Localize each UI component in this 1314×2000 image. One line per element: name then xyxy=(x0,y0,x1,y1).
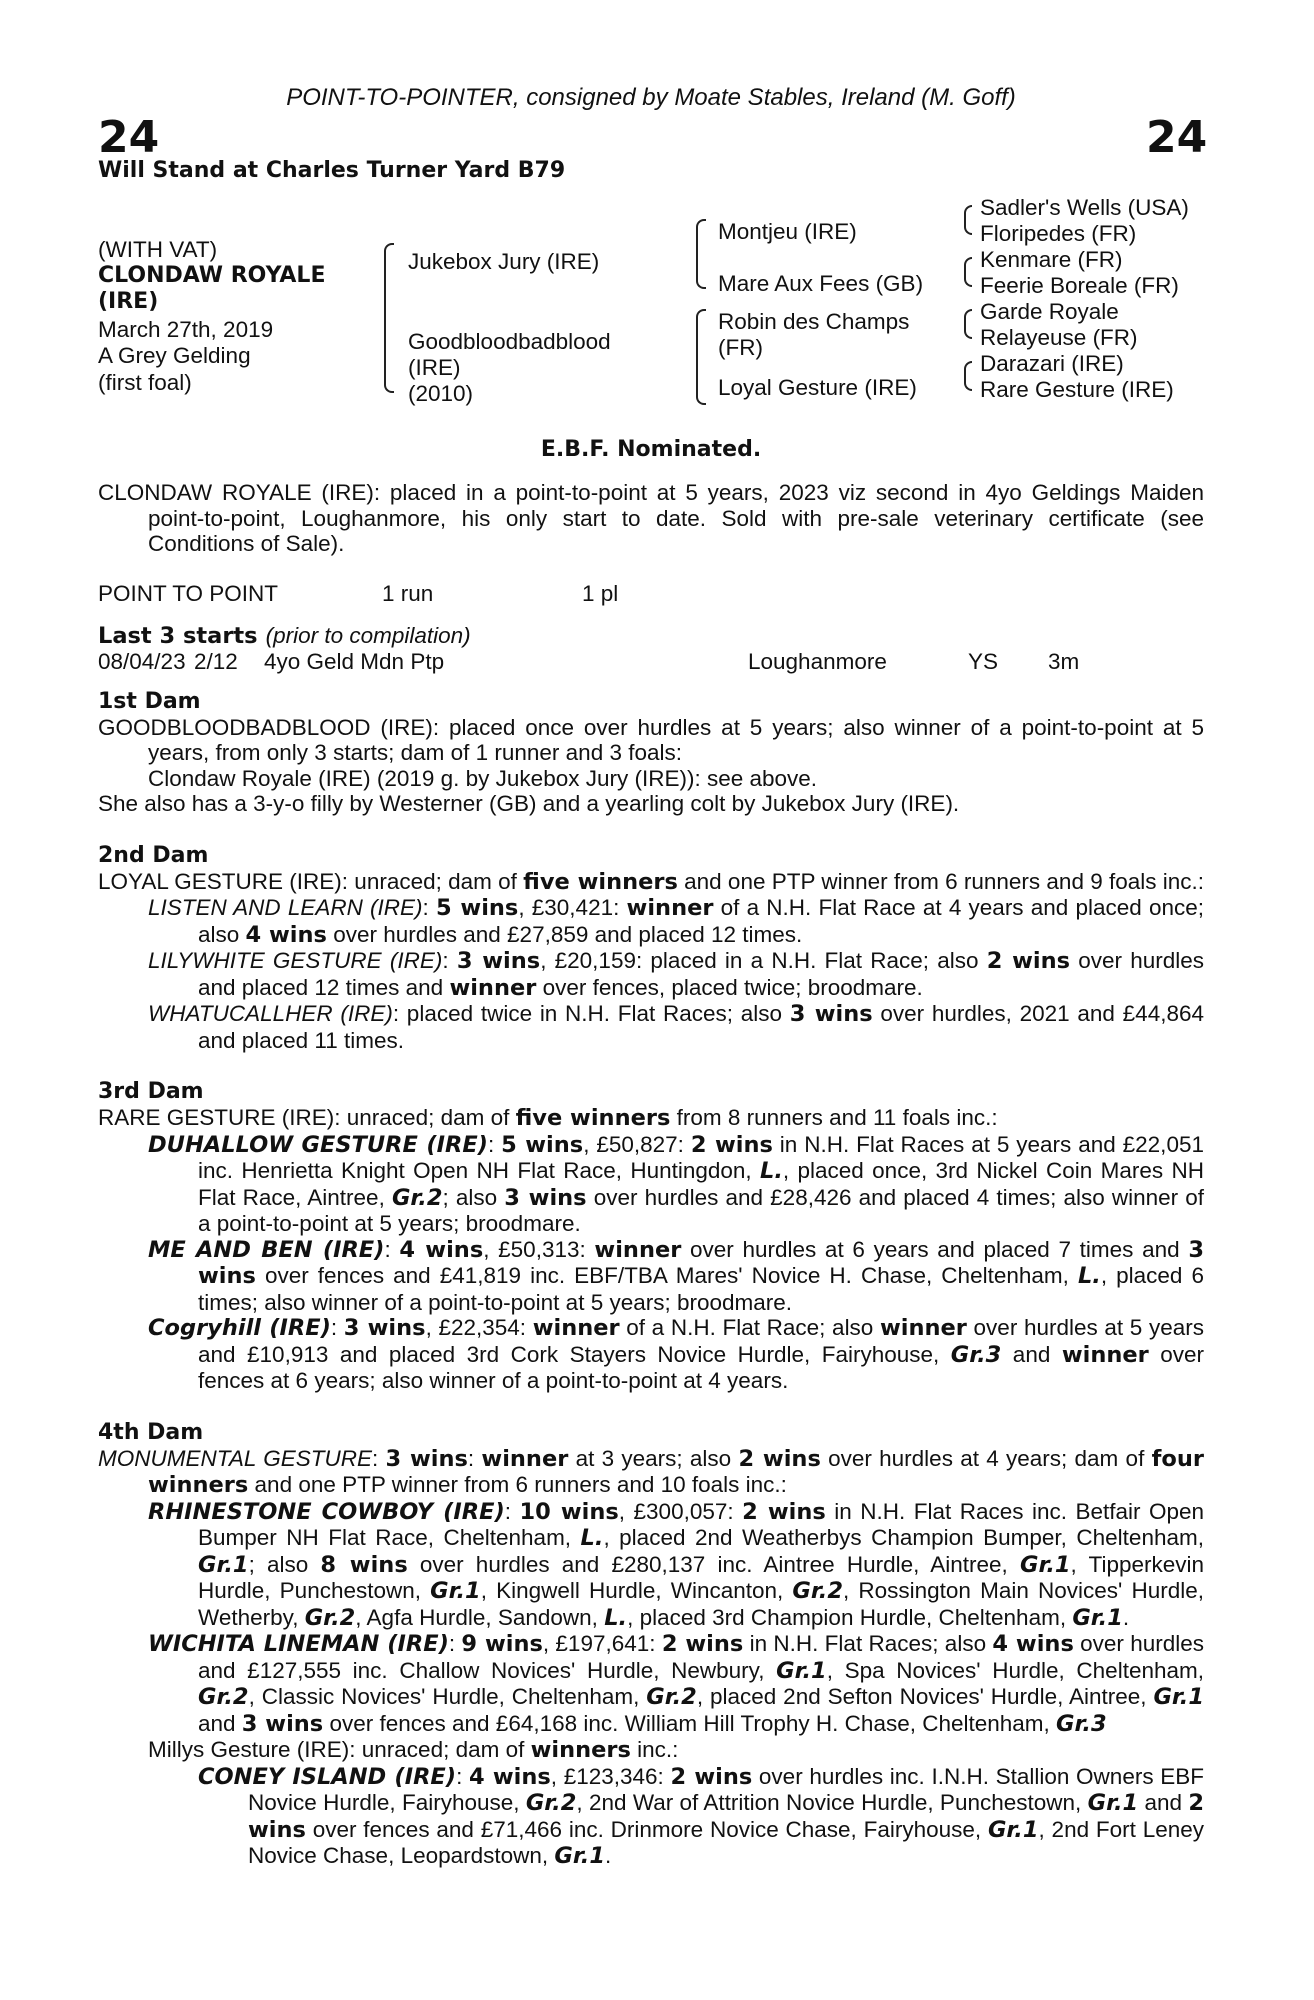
last-start-row xyxy=(98,649,1204,675)
record-placed: 1 pl xyxy=(582,580,619,606)
horse-summary: CLONDAW ROYALE (IRE): placed in a point-to-point at 5 years, 2023 viz second in 4yo Geldings Maiden point-to-point, Loughanmore, his only start to date. Sold with pre-sale veterinary certificate (see Conditions of Sale). xyxy=(98,480,1204,556)
pedigree-bracket xyxy=(964,309,972,339)
pedigree-bracket xyxy=(696,219,706,289)
stand-location: Will Stand at Charles Turner Yard B79 xyxy=(98,158,566,183)
foal-note: (first foal) xyxy=(98,370,192,395)
dam-sire-suffix: (FR) xyxy=(718,335,763,360)
pedigree-bracket xyxy=(964,361,972,391)
race-record xyxy=(98,581,1204,607)
progeny-entry: WICHITA LINEMAN (IRE): 9 wins, £197,641: 2 wins in N.H. Flat Races; also 4 wins over hurdles and £127,555 inc. Challow Novices' Hurdle, Newbury, Gr.1, Spa Novices' Hurdle, Cheltenham, Gr.2, Classic Novices' Hurdle, Cheltenham, Gr.2, placed 2nd Sefton Novices' Hurdle, Aintree, Gr.1 and 3 wins over fences and £64,168 inc. William Hill Trophy H. Chase, Cheltenham, Gr.3 xyxy=(148,1631,1205,1737)
pedigree-bracket xyxy=(964,257,972,287)
progeny-entry: Cogryhill (IRE): 3 wins, £22,354: winner of a N.H. Flat Race; also winner over hurdles at 5 years and £10,913 and placed 3rd Cork Stayers Novice Hurdle, Fairyhouse, Gr.3 and winner over fences at 6 years; also winner of a point-to-point at 4 years. xyxy=(148,1315,1204,1393)
sire-dam-dam: Feerie Boreale (FR) xyxy=(980,273,1179,298)
progeny-entry: RHINESTONE COWBOY (IRE): 10 wins, £300,057: 2 wins in N.H. Flat Races inc. Betfair Open Bumper NH Flat Race, Cheltenham, L., placed 2nd Weatherbys Champion Bumper, Cheltenham, Gr.1; also 8 wins over hurdles and £280,137 inc. Aintree Hurdle, Aintree, Gr.1, Tipperkevin Hurdle, Punchestown, Gr.1, Kingwell Hurdle, Wincanton, Gr.2, Rossington Main Novices' Hurdle, Wetherby, Gr.2, Agfa Hurdle, Sandown, L., placed 3rd Champion Hurdle, Cheltenham, Gr.1. xyxy=(148,1498,1205,1631)
progeny-entry: DUHALLOW GESTURE (IRE): 5 wins, £50,827: 2 wins in N.H. Flat Races at 5 years and £22,051 inc. Henrietta Knight Open NH Flat Race, Huntingdon, L., placed once, 3rd Nickel Coin Mares NH Flat Race, Aintree, Gr.2; also 3 wins over hurdles and £28,426 and placed 4 times; also winner of a point-to-point at 5 years; broodmare. xyxy=(148,1131,1205,1236)
lot-number-left: 24 xyxy=(98,112,160,163)
dam-dam-dam: Rare Gesture (IRE) xyxy=(980,377,1174,402)
start-distance: 3m xyxy=(1048,648,1080,674)
sire-dam-sire: Kenmare (FR) xyxy=(980,247,1123,272)
start-position: 2/12 xyxy=(194,648,238,674)
sire-dam: Mare Aux Fees (GB) xyxy=(718,271,924,296)
vat-note: (WITH VAT) xyxy=(98,237,218,262)
sire: Jukebox Jury (IRE) xyxy=(408,249,600,274)
second-dam-text: LOYAL GESTURE (IRE): unraced; dam of five winners and one PTP winner from 6 runners and 9 foals inc.: xyxy=(98,868,1205,895)
last-starts-note: (prior to compilation) xyxy=(265,622,471,648)
progeny-entry: Millys Gesture (IRE): unraced; dam of winners inc.: xyxy=(148,1737,679,1763)
pedigree-bracket xyxy=(696,309,706,405)
progeny-entry: ME AND BEN (IRE): 4 wins, £50,313: winner over hurdles at 6 years and placed 7 times and 3 wins over fences and £41,819 inc. EBF/TBA Mares' Novice H. Chase, Cheltenham, L., placed 6 times; also winner of a point-to-point at 5 years; broodmare. xyxy=(148,1236,1204,1315)
pedigree-bracket xyxy=(384,243,394,393)
second-dam-heading: 2nd Dam xyxy=(98,842,209,868)
sire-sire-dam: Floripedes (FR) xyxy=(980,221,1137,246)
lot-number-right: 24 xyxy=(1146,112,1208,163)
start-course: Loughanmore xyxy=(748,648,887,674)
consignment-line: POINT-TO-POINTER, consigned by Moate Stables, Ireland (M. Goff) xyxy=(286,84,1016,111)
last-starts-title: Last 3 starts xyxy=(98,622,258,649)
pedigree-bracket xyxy=(964,205,972,235)
dam-sire: Robin des Champs xyxy=(718,309,910,334)
first-dam-heading: 1st Dam xyxy=(98,688,201,714)
progeny-entry: LISTEN AND LEARN (IRE): 5 wins, £30,421: winner of a N.H. Flat Race at 4 years and placed once; also 4 wins over hurdles and £27,859 and placed 12 times. xyxy=(148,895,1205,948)
progeny-entry: WHATUCALLHER (IRE): placed twice in N.H. Flat Races; also 3 wins over hurdles, 2021 and £44,864 and placed 11 times. xyxy=(148,1001,1204,1053)
start-going: YS xyxy=(968,648,999,674)
dam-sire-dam: Relayeuse (FR) xyxy=(980,325,1138,350)
first-dam-foal: Clondaw Royale (IRE) (2019 g. by Jukebox Jury (IRE)): see above. xyxy=(148,765,818,791)
dam-suffix: (IRE) xyxy=(408,355,461,380)
dam: Goodbloodbadblood xyxy=(408,329,611,354)
record-runs: 1 run xyxy=(382,580,434,606)
progeny-entry: LILYWHITE GESTURE (IRE): 3 wins, £20,159: placed in a N.H. Flat Race; also 2 wins over hurdles and placed 12 times and winner over fences, placed twice; broodmare. xyxy=(148,948,1205,1001)
third-dam-heading: 3rd Dam xyxy=(98,1079,204,1104)
start-date: 08/04/23 xyxy=(98,648,186,674)
horse-description: A Grey Gelding xyxy=(98,343,251,368)
fourth-dam-heading: 4th Dam xyxy=(98,1419,204,1445)
start-race: 4yo Geld Mdn Ptp xyxy=(264,648,445,674)
record-label: POINT TO POINT xyxy=(98,580,279,606)
catalogue-page xyxy=(98,84,1204,1870)
pedigree-table xyxy=(98,183,1204,433)
first-dam-text: GOODBLOODBADBLOOD (IRE): placed once over hurdles at 5 years; also winner of a point-to-point at 5 years, from only 3 starts; dam of 1 runner and 3 foals: xyxy=(98,714,1204,765)
fourth-dam-text: MONUMENTAL GESTURE: 3 wins: winner at 3 years; also 2 wins over hurdles at 4 years; dam of four winners and one PTP winner from 6 runners and 10 foals inc.: xyxy=(98,1445,1204,1498)
ebf-nominated: E.B.F. Nominated. xyxy=(540,437,762,462)
sire-sire-sire: Sadler's Wells (USA) xyxy=(980,195,1189,220)
third-dam-text: RARE GESTURE (IRE): unraced; dam of five winners from 8 runners and 11 foals inc.: xyxy=(98,1105,998,1131)
progeny-entry: CONEY ISLAND (IRE): 4 wins, £123,346: 2 wins over hurdles inc. I.N.H. Stallion Owners EBF Novice Hurdle, Fairyhouse, Gr.2, 2nd War of Attrition Novice Hurdle, Punchestown, Gr.1 and 2 wins over fences and £71,466 inc. Drinmore Novice Chase, Fairyhouse, Gr.1, 2nd Fort Leney Novice Chase, Leopardstown, Gr.1. xyxy=(198,1763,1205,1869)
horse-dob: March 27th, 2019 xyxy=(98,317,274,342)
dam-year: (2010) xyxy=(408,381,474,406)
dam-dam-sire: Darazari (IRE) xyxy=(980,351,1124,376)
sire-sire: Montjeu (IRE) xyxy=(718,219,857,244)
horse-name: CLONDAW ROYALE xyxy=(98,263,326,288)
horse-name-suffix: (IRE) xyxy=(98,289,159,314)
first-dam-also: She also has a 3-y-o filly by Westerner (GB) and a yearling colt by Jukebox Jury (IRE). xyxy=(98,791,960,816)
dam-sire-sire: Garde Royale xyxy=(980,299,1119,324)
last-starts-header xyxy=(98,623,1204,649)
dam-dam: Loyal Gesture (IRE) xyxy=(718,375,917,400)
